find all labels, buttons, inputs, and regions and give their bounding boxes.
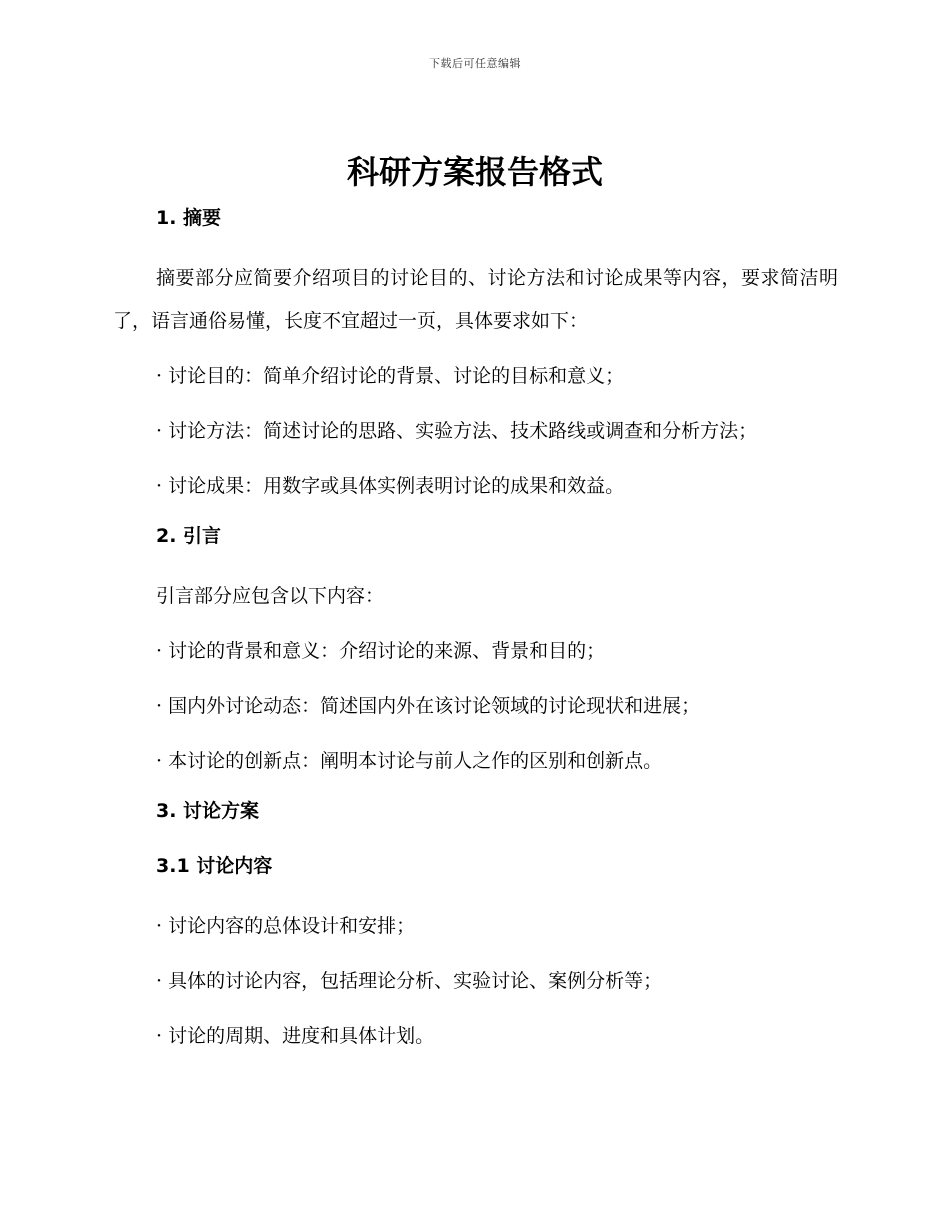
bullet-item: · 讨论的背景和意义：介绍讨论的来源、背景和目的；	[156, 640, 606, 662]
page-header: 下载后可任意编辑	[429, 57, 521, 70]
subsection-heading-research-content: 3.1 讨论内容	[156, 855, 273, 877]
bullet-item: · 国内外讨论动态：简述国内外在该讨论领域的讨论现状和进展；	[156, 695, 701, 717]
section-heading-abstract: 1. 摘要	[156, 207, 222, 229]
bullet-item: · 讨论的周期、进度和具体计划。	[156, 1025, 435, 1047]
bullet-item: · 具体的讨论内容，包括理论分析、实验讨论、案例分析等；	[156, 970, 663, 992]
document-body	[113, 202, 838, 1070]
section-heading-introduction: 2. 引言	[156, 525, 222, 547]
section-heading-research-plan: 3. 讨论方案	[156, 800, 260, 822]
bullet-item: · 讨论方法：简述讨论的思路、实验方法、技术路线或调查和分析方法；	[156, 420, 758, 442]
paragraph-abstract-intro: 摘要部分应简要介绍项目的讨论目的、讨论方法和讨论成果等内容，要求简洁明了，语言通俗易懂，长度不宜超过一页，具体要求如下：	[113, 267, 838, 332]
bullet-item: · 本讨论的创新点：阐明本讨论与前人之作的区别和创新点。	[156, 750, 663, 772]
paragraph-introduction-intro: 引言部分应包含以下内容：	[156, 585, 385, 607]
bullet-item: · 讨论目的：简单介绍讨论的背景、讨论的目标和意义；	[156, 365, 625, 387]
document-title: 科研方案报告格式	[346, 153, 603, 191]
bullet-item: · 讨论成果：用数字或具体实例表明讨论的成果和效益。	[156, 475, 625, 497]
bullet-item: · 讨论内容的总体设计和安排；	[156, 915, 416, 937]
